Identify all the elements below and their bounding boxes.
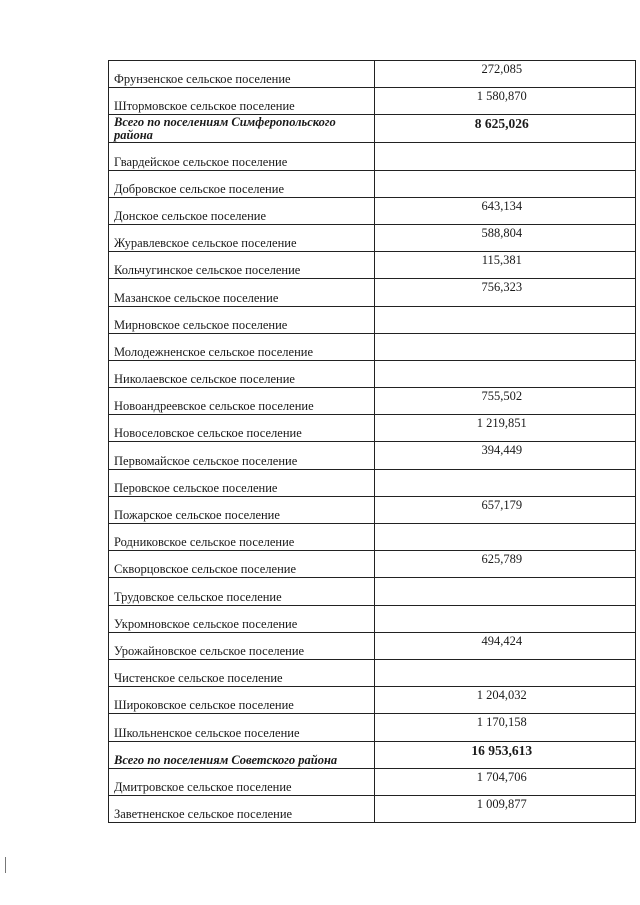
table-row [109, 388, 636, 415]
settlement-name: Новоселовское сельское поселение [109, 415, 375, 442]
table-row [109, 333, 636, 360]
settlement-name: Кольчугинское сельское поселение [109, 252, 375, 279]
settlement-value: 625,789 [374, 551, 635, 578]
settlement-value: 588,804 [374, 224, 635, 251]
table-row [109, 442, 636, 469]
settlement-name: Новоандреевское сельское поселение [109, 388, 375, 415]
settlement-name: Штормовское сельское поселение [109, 88, 375, 115]
settlement-name: Мазанское сельское поселение [109, 279, 375, 306]
table-row [109, 170, 636, 197]
table-row [109, 469, 636, 496]
table-row [109, 687, 636, 714]
table-row [109, 415, 636, 442]
settlement-value [374, 360, 635, 387]
settlement-value: 755,502 [374, 388, 635, 415]
settlement-value: 643,134 [374, 197, 635, 224]
table-row [109, 632, 636, 659]
table-row [109, 659, 636, 686]
settlement-value: 1 204,032 [374, 687, 635, 714]
settlement-name: Перовское сельское поселение [109, 469, 375, 496]
settlement-value: 1 219,851 [374, 415, 635, 442]
table-row [109, 768, 636, 795]
settlement-value: 272,085 [374, 61, 635, 88]
settlement-value [374, 306, 635, 333]
settlement-table [108, 60, 636, 823]
settlement-value [374, 333, 635, 360]
settlement-name: Пожарское сельское поселение [109, 496, 375, 523]
settlement-name: Всего по поселениям Советского района [109, 741, 375, 768]
settlement-value: 657,179 [374, 496, 635, 523]
settlement-name: Дмитровское сельское поселение [109, 768, 375, 795]
table-row [109, 578, 636, 605]
settlement-value: 8 625,026 [374, 115, 635, 143]
table-row [109, 605, 636, 632]
settlement-name: Заветненское сельское поселение [109, 795, 375, 822]
table-row [109, 252, 636, 279]
settlement-name: Укромновское сельское поселение [109, 605, 375, 632]
table-row [109, 524, 636, 551]
margin-mark [5, 857, 6, 873]
table-row [109, 551, 636, 578]
settlement-value [374, 469, 635, 496]
settlement-name: Скворцовское сельское поселение [109, 551, 375, 578]
table-row [109, 224, 636, 251]
table-row [109, 795, 636, 822]
settlement-name: Донское сельское поселение [109, 197, 375, 224]
table-row [109, 496, 636, 523]
table-row [109, 143, 636, 170]
settlement-value: 1 580,870 [374, 88, 635, 115]
settlement-name: Родниковское сельское поселение [109, 524, 375, 551]
settlement-name: Школьненское сельское поселение [109, 714, 375, 741]
settlement-name: Николаевское сельское поселение [109, 360, 375, 387]
settlement-name: Чистенское сельское поселение [109, 659, 375, 686]
total-row [109, 115, 636, 143]
settlement-name: Молодежненское сельское поселение [109, 333, 375, 360]
table-row [109, 88, 636, 115]
table-row [109, 714, 636, 741]
settlement-value [374, 605, 635, 632]
settlement-name: Всего по поселениям Симферопольского района [109, 115, 375, 143]
settlement-value [374, 143, 635, 170]
settlement-value [374, 524, 635, 551]
total-row [109, 741, 636, 768]
settlement-value: 756,323 [374, 279, 635, 306]
settlement-value: 115,381 [374, 252, 635, 279]
settlement-name: Гвардейское сельское поселение [109, 143, 375, 170]
settlement-name: Мирновское сельское поселение [109, 306, 375, 333]
table-row [109, 279, 636, 306]
settlement-name: Добровское сельское поселение [109, 170, 375, 197]
settlement-name: Трудовское сельское поселение [109, 578, 375, 605]
settlement-value [374, 578, 635, 605]
settlement-value: 1 009,877 [374, 795, 635, 822]
settlement-value: 16 953,613 [374, 741, 635, 768]
settlement-table-body [109, 61, 636, 823]
table-row [109, 306, 636, 333]
settlement-value: 1 704,706 [374, 768, 635, 795]
settlement-name: Первомайское сельское поселение [109, 442, 375, 469]
settlement-value: 394,449 [374, 442, 635, 469]
settlement-value [374, 659, 635, 686]
table-row [109, 360, 636, 387]
settlement-value [374, 170, 635, 197]
settlement-name: Урожайновское сельское поселение [109, 632, 375, 659]
table-row [109, 197, 636, 224]
settlement-name: Фрунзенское сельское поселение [109, 61, 375, 88]
settlement-name: Журавлевское сельское поселение [109, 224, 375, 251]
table-row [109, 61, 636, 88]
settlement-value: 1 170,158 [374, 714, 635, 741]
settlement-name: Широковское сельское поселение [109, 687, 375, 714]
settlement-value: 494,424 [374, 632, 635, 659]
